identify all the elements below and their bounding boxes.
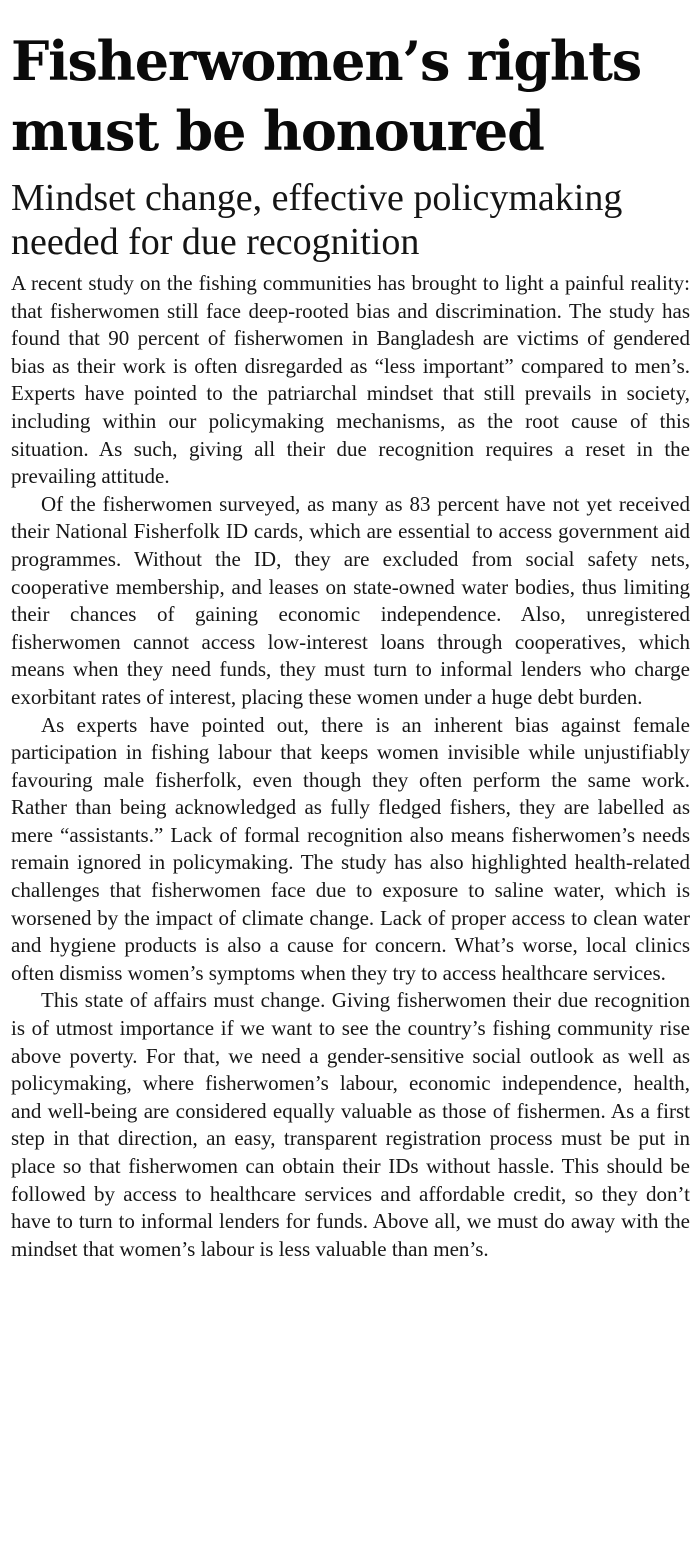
article-body	[11, 270, 690, 1263]
paragraph-4: This state of affairs must change. Giving fisherwomen their due recognition is of utmost importance if we want to see the country’s fishing community rise above poverty. For that, we need a gender-sensitive social outlook as well as policymaking, where fisherwomen’s labour, economic independence, health, and well-being are considered equally valuable as those of fishermen. As a first step in that direction, an easy, transparent registration process must be put in place so that fisherwomen can obtain their IDs without hassle. This should be followed by access to healthcare services and affordable credit, so they don’t have to turn to informal lenders for funds. Above all, we must do away with the mindset that women’s labour is less valuable than men’s.	[11, 988, 690, 1261]
paragraph-2: Of the fisherwomen surveyed, as many as 83 percent have not yet received their National Fisherfolk ID cards, which are essential to access government aid programmes. Without the ID, they are excluded from social safety nets, cooperative membership, and leases on state-owned water bodies, thus limiting their chances of gaining economic independence. Also, unregistered fisherwomen cannot access low-interest loans through cooperatives, which means when they need funds, they must turn to informal lenders who charge exorbitant rates of interest, placing these women under a huge debt burden.	[11, 491, 690, 709]
subheadline: Mindset change, effective policymaking needed for due recognition	[11, 177, 623, 263]
headline: Fisherwomen’s rights must be honoured	[11, 29, 641, 163]
paragraph-3: As experts have pointed out, there is an inherent bias against female participation in fishing labour that keeps women invisible while unjustifiably favouring male fisherfolk, even though they often perform the same work. Rather than being acknowledged as fully fledged fishers, they are labelled as mere “assistants.” Lack of formal recognition also means fisherwomen’s needs remain ignored in policymaking. The study has also highlighted health-related challenges that fisherwomen face due to exposure to saline water, which is worsened by the impact of climate change. Lack of proper access to clean water and hygiene products is also a cause for concern. What’s worse, local clinics often dismiss women’s symptoms when they try to access healthcare services.	[11, 712, 690, 985]
paragraph-1: A recent study on the fishing communities has brought to light a painful reality: that fisherwomen still face deep-rooted bias and discrimination. The study has found that 90 percent of fisherwomen in Bangladesh are victims of gendered bias as their work is often disregarded as “less important” compared to men’s. Experts have pointed to the patriarchal mindset that still prevails in society, including within our policymaking mechanisms, as the root cause of this situation. As such, giving all their due recognition requires a reset in the prevailing attitude.	[11, 271, 690, 489]
